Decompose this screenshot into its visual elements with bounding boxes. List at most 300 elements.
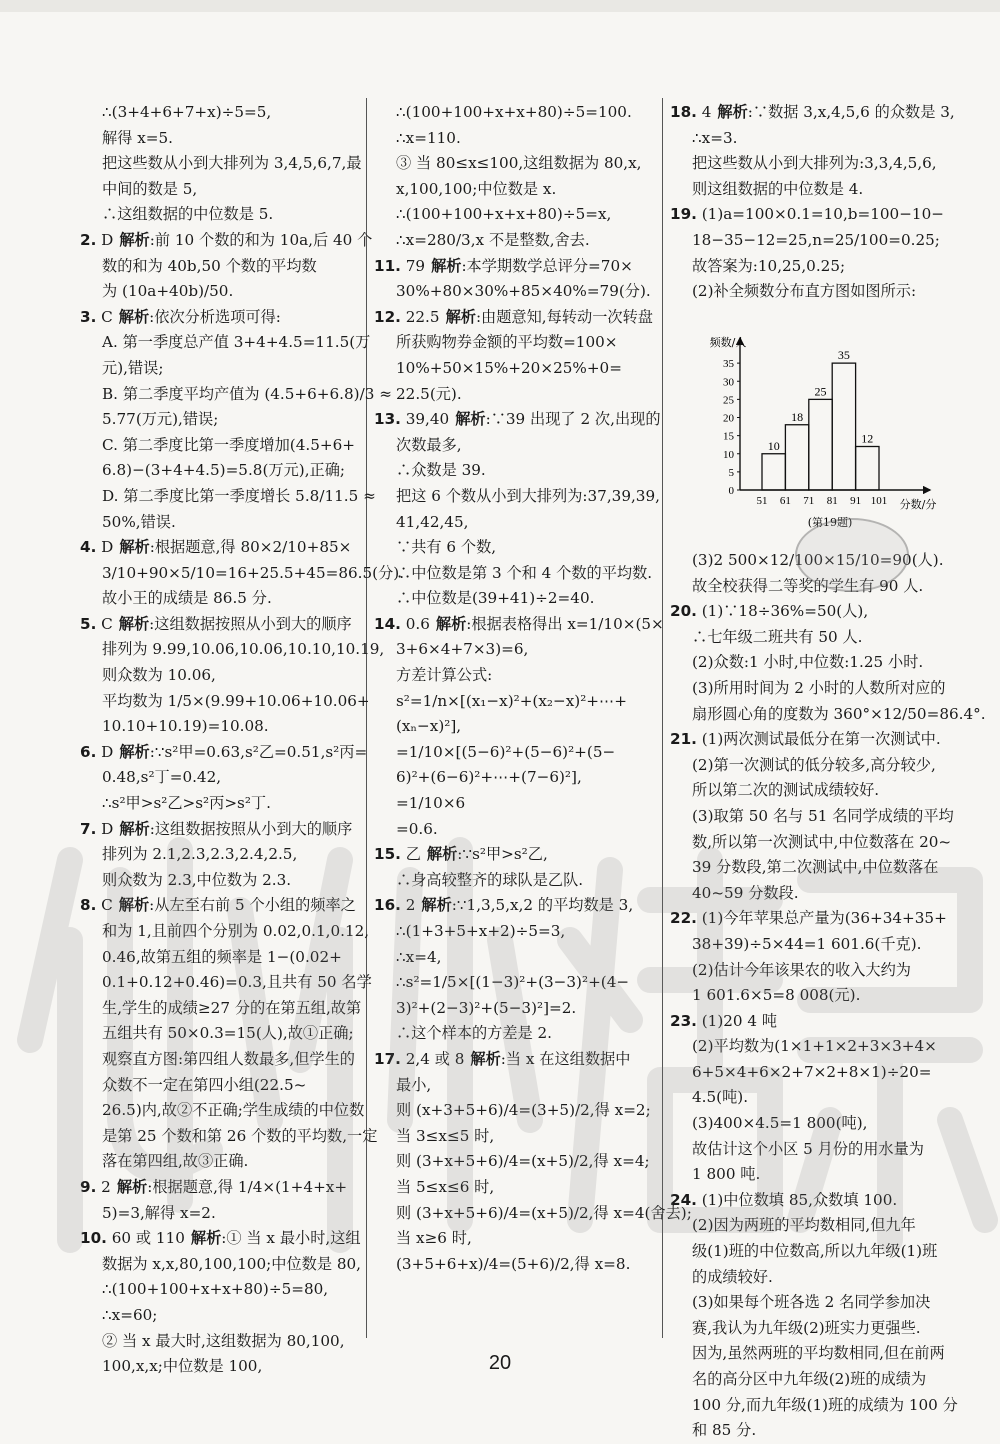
text-line xyxy=(80,305,362,331)
line-text: 众数不一定在第四小组(22.5~ xyxy=(102,1075,307,1094)
analysis-label: 解析 xyxy=(118,896,150,915)
text-line xyxy=(670,881,960,907)
bar-value-label: 25 xyxy=(814,384,827,399)
analysis-text: :从左至右前 5 个小组的频率之 xyxy=(149,896,356,915)
analysis-text: :根据表格得出 x=1/10×(5× xyxy=(466,614,664,633)
line-text: (3)取第 50 名与 51 名同学成绩的平均 xyxy=(692,806,954,825)
answer-text: D xyxy=(101,230,114,249)
line-text: 次数最多, xyxy=(396,435,462,454)
text-line xyxy=(670,958,960,984)
text-line xyxy=(374,1098,656,1124)
text-line xyxy=(670,202,960,228)
line-text: 的成绩较好. xyxy=(692,1267,773,1286)
line-text: x,100,100;中位数是 x. xyxy=(396,179,557,198)
text-line xyxy=(374,382,656,408)
line-text: 和 85 分. xyxy=(692,1421,757,1440)
line-text: ③ 当 80≤x≤100,这组数据为 80,x, xyxy=(396,154,642,173)
text-line xyxy=(670,1290,960,1316)
line-text: 50%,错误. xyxy=(102,512,176,531)
text-line xyxy=(670,1367,960,1393)
analysis-text: :① 当 x 最小时,这组 xyxy=(221,1229,361,1248)
text-line xyxy=(80,356,362,382)
line-text: 平均数为 1/5×(9.99+10.06+10.06+ xyxy=(102,691,370,710)
answer-text: (1)中位数填 85,众数填 100. xyxy=(701,1190,898,1209)
line-text: (3)所用时间为 2 小时的人数所对应的 xyxy=(692,678,946,697)
bar-value-label: 12 xyxy=(861,431,874,446)
text-line xyxy=(670,778,960,804)
text-line xyxy=(374,254,656,280)
text-line xyxy=(374,637,656,663)
line-text: 最小, xyxy=(396,1075,432,1094)
y-tick-label: 25 xyxy=(723,394,734,407)
y-tick-label: 0 xyxy=(728,485,734,497)
line-text: 6)²+(6−6)²+⋯+(7−6)²], xyxy=(396,768,582,787)
line-text: 把这些数从小到大排列为:3,3,4,5,6, xyxy=(692,154,937,173)
line-text: ∴七年级二班共有 50 人. xyxy=(692,627,863,646)
analysis-label: 解析 xyxy=(470,1049,501,1068)
line-text: A. 第一季度总产值 3+4+4.5=11.5(万 xyxy=(102,333,371,352)
histogram-chart xyxy=(700,330,940,530)
line-text: 1 800 吨. xyxy=(692,1165,761,1184)
answer-text: 4 xyxy=(701,103,712,121)
analysis-text: :∵39 出现了 2 次,出现的 xyxy=(485,410,661,429)
text-line xyxy=(80,945,362,971)
text-line xyxy=(670,228,960,254)
bar-51~61 xyxy=(762,454,785,490)
text-line xyxy=(670,676,960,702)
line-text: 6+5×4+6×2+7×2+8×1)÷20= xyxy=(692,1062,932,1081)
analysis-label: 解析 xyxy=(435,614,467,633)
line-text: 级(1)班的中位数高,所以九年级(1)班 xyxy=(692,1242,938,1261)
text-line xyxy=(80,407,362,433)
y-axis-label: 频数/人 xyxy=(709,336,747,349)
text-line xyxy=(670,1341,960,1367)
answer-text: (1)两次测试最低分在第一次测试中. xyxy=(701,730,941,749)
line-text: 排列为 9.99,10.06,10.06,10.10,10.19, xyxy=(102,640,385,659)
text-line xyxy=(374,893,656,919)
column-3 xyxy=(670,100,960,305)
answer-text: D xyxy=(101,819,114,838)
text-line xyxy=(80,612,362,638)
answer-text: C xyxy=(101,307,113,326)
text-line xyxy=(80,484,376,510)
question-number: 19. xyxy=(670,205,697,224)
text-line xyxy=(374,510,656,536)
analysis-label: 解析 xyxy=(431,256,462,275)
x-tick-label: 61 xyxy=(779,495,791,507)
line-text: 30%+80×30%+85×40%=79(分). xyxy=(396,282,651,301)
text-line xyxy=(80,586,362,612)
question-number: 14. xyxy=(374,614,401,633)
text-line xyxy=(670,1162,960,1188)
question-number: 12. xyxy=(374,307,401,326)
text-line xyxy=(670,279,960,305)
text-line xyxy=(374,791,656,817)
analysis-label: 解析 xyxy=(118,614,150,633)
text-line xyxy=(80,177,362,203)
text-line xyxy=(374,817,656,843)
text-line xyxy=(80,458,362,484)
text-line xyxy=(80,1226,362,1252)
answer-text: 79 xyxy=(405,256,426,275)
text-line xyxy=(374,407,661,433)
question-number: 13. xyxy=(374,410,401,429)
text-line xyxy=(80,228,373,254)
line-text: 故小王的成绩是 86.5 分. xyxy=(102,589,272,608)
line-text: 则 (3+x+5+6)/4=(x+5)/2,得 x=4; xyxy=(396,1152,650,1171)
line-text: 100 分,而九年级(1)班的成绩为 100 分 xyxy=(692,1395,958,1414)
analysis-text: :前 10 个数的和为 10a,后 40 个 xyxy=(149,230,373,249)
text-line xyxy=(670,177,960,203)
line-text: 22.5(元). xyxy=(396,384,462,403)
line-text: ∴s²=1/5×[(1−3)²+(3−3)²+(4− xyxy=(396,973,630,992)
text-line xyxy=(374,458,656,484)
bar-61~71 xyxy=(785,425,808,490)
answer-text: (1)∵18÷36%=50(人), xyxy=(701,602,869,621)
line-text: 则众数为 10.06, xyxy=(102,666,216,685)
line-text: ∴(100+100+x+x+80)÷5=x, xyxy=(396,205,612,224)
line-text: 10.10+10.19)=10.08. xyxy=(102,717,269,736)
line-text: ∴x=280/3,x 不是整数,舍去. xyxy=(396,230,590,249)
line-text: 18−35−12=25,n=25/100=0.25; xyxy=(692,230,940,249)
text-line xyxy=(80,1277,362,1303)
text-line xyxy=(670,254,960,280)
analysis-text: :依次分析选项可得: xyxy=(149,307,281,326)
text-line xyxy=(80,510,362,536)
line-text: 和为 1,且前四个分别为 0.02,0.1,0.12, xyxy=(102,922,370,940)
x-tick-label: 91 xyxy=(850,495,862,507)
line-text: ∴身高较整齐的球队是乙队. xyxy=(396,870,584,889)
text-line xyxy=(374,970,656,996)
text-line xyxy=(374,535,656,561)
text-line xyxy=(374,151,656,177)
answer-text: (1)今年苹果总产量为(36+34+35+ xyxy=(701,909,947,928)
text-line xyxy=(374,356,656,382)
text-line xyxy=(80,1149,362,1175)
text-line xyxy=(374,996,656,1022)
question-number: 18. xyxy=(670,103,697,121)
text-line xyxy=(80,1073,362,1099)
y-tick-label: 35 xyxy=(723,358,734,371)
analysis-text: :当 x 在这组数据中 xyxy=(500,1049,631,1068)
bar-value-label: 18 xyxy=(791,409,804,424)
text-line xyxy=(374,561,656,587)
text-line xyxy=(670,1316,960,1342)
text-line xyxy=(80,126,362,152)
line-text: (3+5+6+x)/4=(5+6)/2,得 x=8. xyxy=(396,1254,631,1273)
text-line xyxy=(374,868,656,894)
text-line xyxy=(80,970,372,996)
column-divider xyxy=(366,98,367,1338)
line-text: 把这 6 个数从小到大排列为:37,39,39, xyxy=(396,486,660,505)
text-line xyxy=(670,1265,960,1291)
text-line xyxy=(374,433,656,459)
line-text: 5.77(万元),错误; xyxy=(102,410,219,429)
text-line xyxy=(670,1418,960,1444)
line-text: 排列为 2.1,2.3,2.3,2.4,2.5, xyxy=(102,845,298,864)
question-number: 6. xyxy=(80,742,97,761)
question-number: 15. xyxy=(374,845,401,864)
line-text: 中间的数是 5, xyxy=(102,179,198,198)
text-line xyxy=(670,1213,960,1239)
question-number: 22. xyxy=(670,909,697,928)
line-text: 5)=3,解得 x=2. xyxy=(102,1203,216,1222)
text-line xyxy=(80,996,362,1022)
analysis-label: 解析 xyxy=(421,896,452,915)
line-text: (2)平均数为(1×1+1×2+3×3+4× xyxy=(692,1037,937,1056)
line-text: ∴s²甲>s²乙>s²丙>s²丁. xyxy=(102,794,271,813)
line-text: ∴x=3. xyxy=(692,128,738,147)
line-text: 3/10+90×5/10=16+25.5+45=86.5(分). xyxy=(102,563,405,582)
line-text: 当 3≤x≤5 时, xyxy=(396,1126,495,1145)
text-line xyxy=(670,126,960,152)
question-number: 4. xyxy=(80,538,97,557)
line-text: 6.8)−(3+4+4.5)=5.8(万元),正确; xyxy=(102,461,346,480)
line-text: C. 第二季度比第一季度增加(4.5+6+ xyxy=(102,435,355,454)
line-text: (2)因为两班的平均数相同,但九年 xyxy=(692,1216,916,1235)
question-number: 16. xyxy=(374,896,401,915)
answer-text: 2 xyxy=(101,1177,111,1196)
analysis-label: 解析 xyxy=(119,819,150,838)
text-line xyxy=(80,1175,362,1201)
line-text: ∴x=4, xyxy=(396,947,442,966)
analysis-label: 解析 xyxy=(118,307,150,326)
line-text: 则众数为 2.3,中位数为 2.3. xyxy=(102,870,292,889)
text-line xyxy=(374,330,656,356)
text-line xyxy=(374,740,656,766)
text-line xyxy=(670,1009,960,1035)
line-text: 当 x≥6 时, xyxy=(396,1229,472,1248)
line-text: ∴中位数是(39+41)÷2=40. xyxy=(396,589,595,608)
question-number: 24. xyxy=(670,1190,697,1209)
text-line xyxy=(670,830,960,856)
text-line xyxy=(374,484,660,510)
y-tick-label: 15 xyxy=(723,430,734,443)
x-tick-label: 101 xyxy=(870,495,888,507)
line-text: 38+39)÷5×44=1 601.6(千克). xyxy=(692,934,922,953)
line-text: (2)众数:1 小时,中位数:1.25 小时. xyxy=(692,653,924,672)
text-line xyxy=(670,1111,960,1137)
line-text: ∴中位数是第 3 个和 4 个数的平均数. xyxy=(396,563,653,582)
text-line xyxy=(670,804,960,830)
bar-value-label: 10 xyxy=(767,438,780,453)
text-line xyxy=(374,586,656,612)
line-text: s²=1/n×[(x₁−x)²+(x₂−x)²+⋯+ xyxy=(396,691,627,710)
text-line xyxy=(80,202,362,228)
text-line xyxy=(374,177,656,203)
line-text: 4.5(吨). xyxy=(692,1088,749,1107)
question-number: 20. xyxy=(670,602,697,621)
line-text: 0.48,s²丁=0.42, xyxy=(102,768,222,787)
text-line xyxy=(374,279,656,305)
bar-91~101 xyxy=(856,447,879,491)
line-text: (3)如果每个班各选 2 名同学参加决 xyxy=(692,1293,931,1312)
text-line xyxy=(80,817,362,843)
text-line xyxy=(80,100,362,126)
line-text: (2)第一次测试的低分较多,高分较少, xyxy=(692,755,936,774)
text-line xyxy=(374,1021,656,1047)
text-line xyxy=(80,637,385,663)
answer-text: 39,40 xyxy=(405,410,450,429)
analysis-text: :由题意知,每转动一次转盘 xyxy=(475,307,653,326)
text-line xyxy=(670,599,960,625)
line-text: 数据为 x,x,80,100,100;中位数是 80, xyxy=(102,1254,361,1273)
question-number: 2. xyxy=(80,230,97,249)
text-line xyxy=(374,100,656,126)
line-text: 则 (x+3+5+6)/4=(3+5)/2,得 x=2; xyxy=(396,1101,651,1120)
analysis-text: :本学期数学总评分=70× xyxy=(461,256,633,275)
bar-71~81 xyxy=(809,399,832,490)
line-text: ∵共有 6 个数, xyxy=(396,538,497,557)
bar-value-label: 35 xyxy=(837,348,850,363)
analysis-text: :∵1,3,5,x,2 的平均数是 3, xyxy=(451,896,634,915)
text-line xyxy=(670,151,960,177)
text-line xyxy=(374,919,656,945)
line-text: 把这些数从小到大排列为 3,4,5,6,7,最 xyxy=(102,154,362,173)
x-tick-label: 71 xyxy=(803,495,815,507)
line-text: 所以第二次的测试成绩较好. xyxy=(692,781,880,800)
text-line xyxy=(670,100,960,126)
answer-text: 0.6 xyxy=(405,614,430,633)
line-text: 名的高分区中九年级(2)班的成绩为 xyxy=(692,1370,927,1388)
text-line xyxy=(80,561,405,587)
text-line xyxy=(374,1073,656,1099)
line-text: 解得 x=5. xyxy=(102,128,173,147)
answer-text: 2,4 或 8 xyxy=(405,1049,465,1068)
text-line xyxy=(374,689,656,715)
text-line xyxy=(80,1124,378,1150)
line-text: 是第 25 个数和第 26 个数的平均数,一定 xyxy=(102,1126,378,1145)
line-text: ∴这个样本的方差是 2. xyxy=(396,1024,553,1043)
text-line xyxy=(80,1303,362,1329)
line-text: 五组共有 50×0.3=15(人),故①正确; xyxy=(102,1024,354,1043)
question-number: 9. xyxy=(80,1177,97,1196)
analysis-text: :∵数据 3,x,4,5,6 的众数是 3, xyxy=(747,103,955,121)
line-text: ∴x=60; xyxy=(102,1305,158,1324)
line-text: 生,学生的成绩≥27 分的在第五组,故第 xyxy=(102,998,362,1017)
analysis-label: 解析 xyxy=(717,103,748,121)
text-line xyxy=(670,625,960,651)
answer-text: 22.5 xyxy=(405,307,440,326)
line-text: 故全校获得二等奖的学生有 90 人. xyxy=(692,576,924,595)
text-line xyxy=(670,1239,960,1265)
question-number: 11. xyxy=(374,256,401,275)
y-tick-label: 10 xyxy=(723,448,734,461)
text-line xyxy=(374,1149,656,1175)
line-text: 1 601.6×5=8 008(元). xyxy=(692,986,861,1005)
analysis-label: 解析 xyxy=(455,410,486,429)
line-text: (3)400×4.5=1 800(吨), xyxy=(692,1114,868,1133)
line-text: 落在第四组,故③正确. xyxy=(102,1152,249,1171)
text-line xyxy=(80,868,362,894)
line-text: =1/10×[(5−6)²+(5−6)²+(5− xyxy=(396,742,616,761)
answer-text: D xyxy=(101,742,114,761)
line-text: (xₙ−x)²], xyxy=(396,717,462,736)
analysis-text: :根据题意,得 80×2/10+85× xyxy=(149,538,352,557)
text-line xyxy=(80,740,368,766)
line-text: B. 第二季度平均产值为 (4.5+6+6.8)/3 ≈ xyxy=(102,384,392,403)
line-text: 3+6×4+7×3)=6, xyxy=(396,640,529,659)
answer-text: C xyxy=(101,896,113,915)
line-text: 因为,虽然两班的平均数相同,但在前两 xyxy=(692,1344,945,1363)
line-text: 0.46,故第五组的频率是 1−(0.02+ xyxy=(102,947,342,966)
text-line xyxy=(80,1354,362,1380)
text-line xyxy=(374,1252,656,1278)
text-line xyxy=(80,151,362,177)
line-text: D. 第二季度比第一季度增长 5.8/11.5 ≈ xyxy=(102,486,376,505)
text-line xyxy=(670,983,960,1009)
text-line xyxy=(80,1201,362,1227)
line-text: 40~59 分数段. xyxy=(692,883,799,902)
line-text: 则这组数据的中位数是 4. xyxy=(692,179,864,198)
answer-text: D xyxy=(101,538,114,557)
column-divider xyxy=(662,98,663,1338)
question-number: 10. xyxy=(80,1229,107,1248)
text-line xyxy=(80,791,362,817)
y-tick-label: 20 xyxy=(723,412,734,425)
analysis-label: 解析 xyxy=(426,845,458,864)
text-line xyxy=(80,1329,362,1355)
line-text: 0.1+0.12+0.46)=0.3,且共有 50 名学 xyxy=(102,973,372,992)
answer-text: 乙 xyxy=(405,845,421,864)
analysis-label: 解析 xyxy=(119,538,150,557)
chart-caption: (第19题) xyxy=(807,516,853,529)
answer-text: 2 xyxy=(405,896,416,915)
text-line xyxy=(80,254,362,280)
y-tick-label: 5 xyxy=(728,466,734,479)
text-line xyxy=(670,753,960,779)
line-text: ∴这组数据的中位数是 5. xyxy=(102,205,274,224)
text-line xyxy=(670,932,960,958)
analysis-label: 解析 xyxy=(119,230,150,249)
text-line xyxy=(374,305,656,331)
text-line xyxy=(670,1034,960,1060)
answer-text: 60 或 110 xyxy=(111,1229,185,1248)
text-line xyxy=(374,1124,656,1150)
line-text: 100,x,x;中位数是 100, xyxy=(102,1357,263,1376)
question-number: 7. xyxy=(80,819,97,838)
question-number: 8. xyxy=(80,896,97,915)
line-text: 故答案为:10,25,0.25; xyxy=(692,256,846,275)
text-line xyxy=(80,765,362,791)
text-line xyxy=(374,1201,692,1227)
analysis-text: :∵s²甲>s²乙, xyxy=(457,845,548,864)
question-number: 3. xyxy=(80,307,97,326)
line-text: ② 当 x 最大时,这组数据为 80,100, xyxy=(102,1331,345,1350)
answer-text: (1)20 4 吨 xyxy=(701,1011,778,1030)
line-text: 元),错误; xyxy=(102,358,164,377)
text-line xyxy=(374,202,656,228)
x-tick-label: 51 xyxy=(756,495,768,507)
analysis-label: 解析 xyxy=(190,1229,222,1248)
line-text: (2)估计今年该果农的收入大约为 xyxy=(692,960,911,979)
line-text: (3)2 500×12/100×15/10=90(人). xyxy=(692,551,944,569)
text-line xyxy=(374,945,656,971)
line-text: 26.5)内,故②不正确;学生成绩的中位数 xyxy=(102,1101,365,1120)
line-text: ∴(100+100+x+x+80)÷5=80, xyxy=(102,1280,329,1299)
text-line xyxy=(80,1098,365,1124)
analysis-text: :这组数据按照从小到大的顺序 xyxy=(149,614,352,633)
text-line xyxy=(374,1175,656,1201)
line-text: ∴众数是 39. xyxy=(396,461,486,480)
text-line xyxy=(80,279,362,305)
line-text: (2)补全频数分布直方图如图所示: xyxy=(692,282,917,301)
text-line xyxy=(670,1137,960,1163)
text-line xyxy=(80,1047,362,1073)
answer-text: (1)a=100×0.1=10,b=100−10− xyxy=(701,205,944,224)
line-text: =0.6. xyxy=(396,819,438,838)
line-text: 39 分数段,第二次测试中,中位数落在 xyxy=(692,858,939,877)
